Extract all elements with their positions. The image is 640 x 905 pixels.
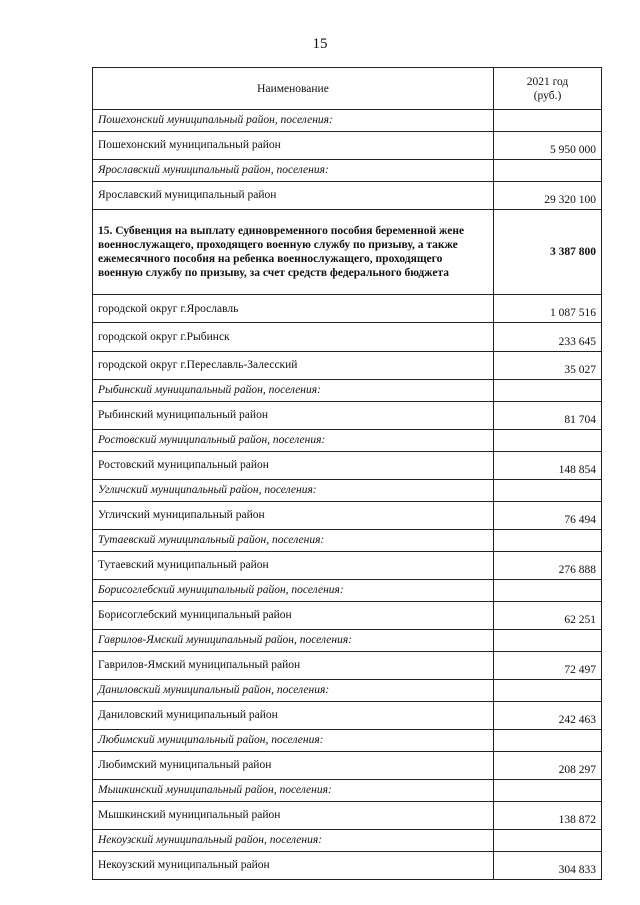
row-value: 138 872 bbox=[494, 801, 602, 829]
table-row bbox=[93, 551, 602, 579]
row-value bbox=[494, 630, 602, 652]
row-value bbox=[494, 580, 602, 602]
table-row bbox=[93, 601, 602, 629]
column-header-unit: (руб.) bbox=[533, 89, 562, 102]
row-value bbox=[494, 110, 602, 132]
row-name: городской округ г.Переславль-Залесский bbox=[93, 351, 494, 379]
row-value bbox=[494, 380, 602, 402]
table-row bbox=[93, 851, 602, 879]
row-value: 148 854 bbox=[494, 451, 602, 479]
row-value bbox=[494, 830, 602, 852]
group-header-row bbox=[93, 680, 602, 702]
row-name: Ярославский муниципальный район, поселения: bbox=[93, 159, 494, 181]
table-row bbox=[93, 323, 602, 351]
table-row bbox=[93, 751, 602, 779]
row-name: Мышкинский муниципальный район bbox=[93, 801, 494, 829]
row-name: Тутаевский муниципальный район bbox=[93, 551, 494, 579]
row-value bbox=[494, 159, 602, 181]
row-value: 304 833 bbox=[494, 851, 602, 879]
row-value bbox=[494, 680, 602, 702]
row-value bbox=[494, 480, 602, 502]
row-value: 35 027 bbox=[494, 351, 602, 379]
table-row bbox=[93, 181, 602, 209]
group-header-row bbox=[93, 730, 602, 752]
page-number: 15 bbox=[312, 36, 328, 52]
row-name: Даниловский муниципальный район bbox=[93, 701, 494, 729]
row-name: городской округ г.Рыбинск bbox=[93, 323, 494, 351]
row-value: 81 704 bbox=[494, 401, 602, 429]
row-name: Любимский муниципальный район, поселения: bbox=[93, 730, 494, 752]
group-header-row bbox=[93, 380, 602, 402]
row-value bbox=[494, 780, 602, 802]
row-name: Угличский муниципальный район, поселения: bbox=[93, 480, 494, 502]
group-header-row bbox=[93, 630, 602, 652]
group-header-row bbox=[93, 480, 602, 502]
column-header-value bbox=[494, 68, 602, 110]
row-name: Борисоглебский муниципальный район, поселения: bbox=[93, 580, 494, 602]
row-name: Борисоглебский муниципальный район bbox=[93, 601, 494, 629]
table-header-row bbox=[93, 68, 602, 110]
row-name: городской округ г.Ярославль bbox=[93, 294, 494, 322]
row-name: Ярославский муниципальный район bbox=[93, 181, 494, 209]
group-header-row bbox=[93, 830, 602, 852]
row-name: Даниловский муниципальный район, поселения: bbox=[93, 680, 494, 702]
group-header-row bbox=[93, 430, 602, 452]
column-header-year: 2021 год bbox=[526, 75, 569, 88]
row-value bbox=[494, 730, 602, 752]
table-row bbox=[93, 401, 602, 429]
column-header-name: Наименование bbox=[93, 68, 494, 110]
row-name: Пошехонский муниципальный район bbox=[93, 131, 494, 159]
table-row bbox=[93, 701, 602, 729]
row-name: Мышкинский муниципальный район, поселения: bbox=[93, 780, 494, 802]
table-row bbox=[93, 501, 602, 529]
row-name: Рыбинский муниципальный район bbox=[93, 401, 494, 429]
budget-table bbox=[92, 67, 602, 880]
row-value: 3 387 800 bbox=[494, 209, 602, 294]
row-name: Ростовский муниципальный район, поселения: bbox=[93, 430, 494, 452]
row-value: 233 645 bbox=[494, 323, 602, 351]
row-value bbox=[494, 530, 602, 552]
table-row bbox=[93, 351, 602, 379]
group-header-row bbox=[93, 580, 602, 602]
row-name: Любимский муниципальный район bbox=[93, 751, 494, 779]
row-name: Пошехонский муниципальный район, поселения: bbox=[93, 110, 494, 132]
group-header-row bbox=[93, 530, 602, 552]
table-row bbox=[93, 131, 602, 159]
row-value bbox=[494, 430, 602, 452]
row-name: Гаврилов-Ямский муниципальный район, поселения: bbox=[93, 630, 494, 652]
row-value: 1 087 516 bbox=[494, 294, 602, 322]
row-name: Угличский муниципальный район bbox=[93, 501, 494, 529]
row-value: 76 494 bbox=[494, 501, 602, 529]
group-header-row bbox=[93, 159, 602, 181]
table-row bbox=[93, 451, 602, 479]
table-row bbox=[93, 801, 602, 829]
row-value: 62 251 bbox=[494, 601, 602, 629]
row-value: 208 297 bbox=[494, 751, 602, 779]
row-name: Рыбинский муниципальный район, поселения: bbox=[93, 380, 494, 402]
table-row bbox=[93, 651, 602, 679]
row-value: 242 463 bbox=[494, 701, 602, 729]
group-header-row bbox=[93, 780, 602, 802]
row-value: 5 950 000 bbox=[494, 131, 602, 159]
row-name: Гаврилов-Ямский муниципальный район bbox=[93, 651, 494, 679]
group-header-row bbox=[93, 110, 602, 132]
row-value: 72 497 bbox=[494, 651, 602, 679]
row-value: 29 320 100 bbox=[494, 181, 602, 209]
row-name: Тутаевский муниципальный район, поселения: bbox=[93, 530, 494, 552]
row-name: Ростовский муниципальный район bbox=[93, 451, 494, 479]
table-row bbox=[93, 294, 602, 322]
subsidy-row bbox=[93, 209, 602, 294]
row-name: 15. Субвенция на выплату единовременного пособия беременной жене военнослужащего, проходящего военную службу по призыву, а также ежемесячного пособия на ребенка военнослужащего, проходящего военную службу по призыву, за счет средств федерального бюджета bbox=[93, 209, 494, 294]
row-value: 276 888 bbox=[494, 551, 602, 579]
row-name: Некоузский муниципальный район bbox=[93, 851, 494, 879]
row-name: Некоузский муниципальный район, поселения: bbox=[93, 830, 494, 852]
table-body bbox=[93, 110, 602, 880]
